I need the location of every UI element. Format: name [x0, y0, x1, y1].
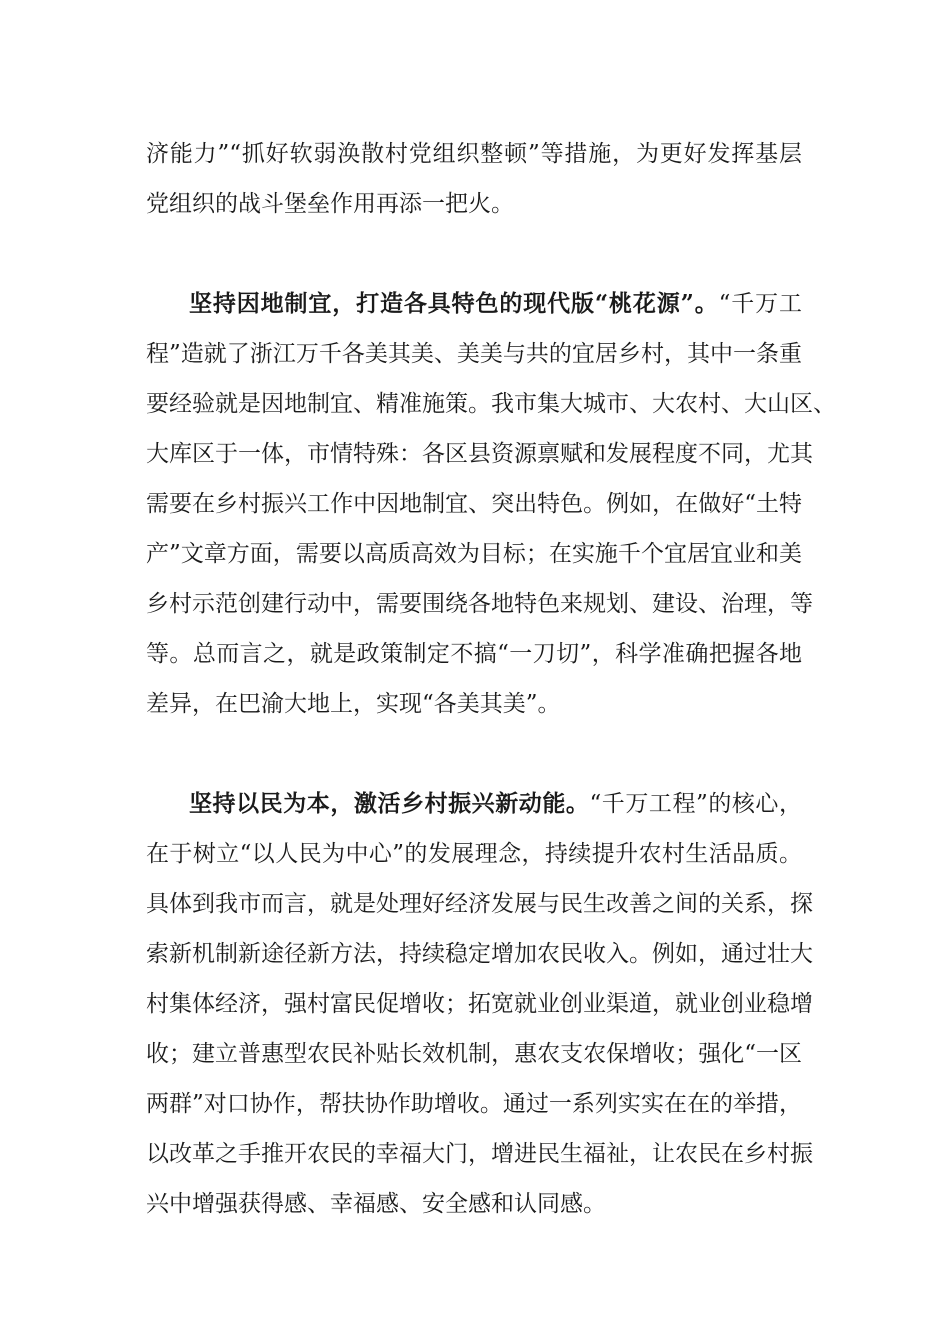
paragraph-line: 村集体经济，强村富民促增收；拓宽就业创业渠道，就业创业稳增	[146, 991, 813, 1017]
paragraph-line: 两群”对口协作，帮扶协作助增收。通过一系列实实在在的举措，	[146, 1091, 802, 1117]
section-heading: 坚持因地制宜，打造各具特色的现代版“桃花源”。	[189, 290, 719, 317]
paragraph-line: 产”文章方面，需要以高质高效为目标；在实施千个宜居宜业和美	[146, 541, 802, 567]
paragraph-line: 济能力”“抓好软弱涣散村党组织整顿”等措施，为更好发挥基层	[146, 141, 802, 167]
paragraph-line: 要经验就是因地制宜、精准施策。我市集大城市、大农村、大山区、	[146, 391, 836, 417]
paragraph-line: 需要在乡村振兴工作中因地制宜、突出特色。例如，在做好“土特	[146, 491, 802, 517]
paragraph-line: 等。总而言之，就是政策制定不搞“一刀切”，科学准确把握各地	[146, 641, 802, 667]
paragraph-line: 索新机制新途径新方法，持续稳定增加农民收入。例如，通过壮大	[146, 941, 813, 967]
paragraph-line: 党组织的战斗堡垒作用再添一把火。	[146, 191, 514, 217]
paragraph-line: 乡村示范创建行动中，需要围绕各地特色来规划、建设、治理，等	[146, 591, 813, 617]
section-first-line	[189, 789, 802, 819]
paragraph-line: 收；建立普惠型农民补贴长效机制，惠农支农保增收；强化“一区	[146, 1041, 802, 1067]
paragraph-line: 程”造就了浙江万千各美其美、美美与共的宜居乡村，其中一条重	[146, 341, 802, 367]
section-heading: 坚持以民为本，激活乡村振兴新动能。	[189, 790, 590, 817]
section-first-line-text: “千万工程”的核心，	[589, 791, 802, 817]
paragraph-line: 以改革之手推开农民的幸福大门，增进民生福祉，让农民在乡村振	[146, 1141, 813, 1167]
paragraph-line: 具体到我市而言，就是处理好经济发展与民生改善之间的关系，探	[146, 891, 813, 917]
section-first-line	[189, 289, 802, 319]
paragraph-line: 大库区于一体，市情特殊：各区县资源禀赋和发展程度不同，尤其	[146, 441, 813, 467]
section-first-line-text: “千万工	[718, 291, 802, 317]
paragraph-line: 差异，在巴渝大地上，实现“各美其美”。	[146, 691, 561, 717]
paragraph-line: 在于树立“以人民为中心”的发展理念，持续提升农村生活品质。	[146, 841, 802, 867]
paragraph-line: 兴中增强获得感、幸福感、安全感和认同感。	[146, 1191, 606, 1217]
